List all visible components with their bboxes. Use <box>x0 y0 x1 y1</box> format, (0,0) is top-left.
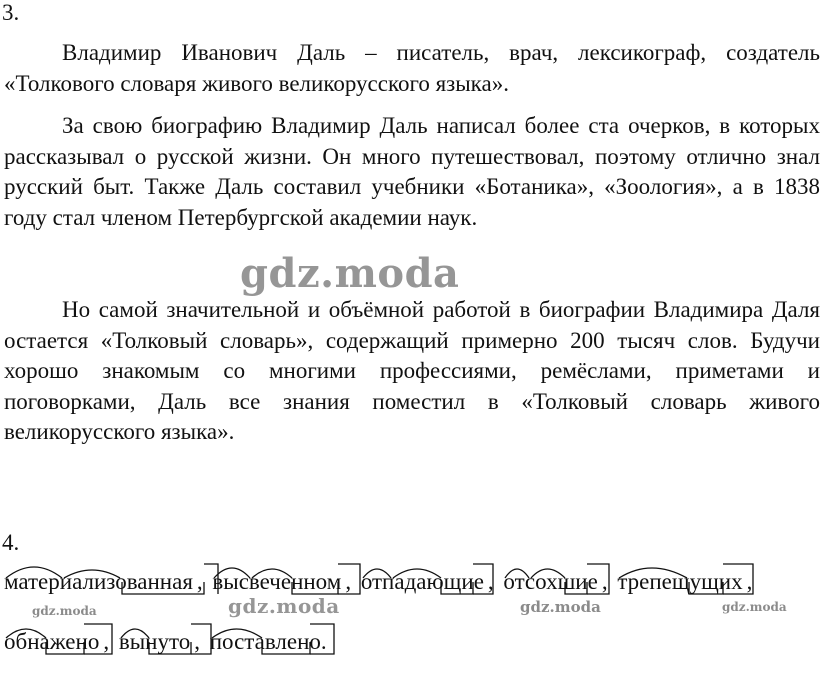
watermark-large: gdz.moda <box>240 250 460 297</box>
separator: , <box>746 569 753 594</box>
paragraph-3: Но самой значительной и объёмной работой в биографии Владимира Даля остается «Толковый словарь», содержащий примерно 200 тысяч слов. Будучи хорошо знакомым со многими профессиями, ремёслами, приметами и поговорками, Даль все знания поместил в «Толковый словарь живого великорусского языка». <box>4 297 820 444</box>
parsed-word: материализованная <box>4 568 193 596</box>
watermark-medium: gdz.moda <box>228 594 340 618</box>
parsed-word: высвеченном <box>212 568 341 596</box>
paragraph-1: Владимир Иванович Даль – писатель, врач, лексикограф, создатель «Толкового словаря живого великорусского языка». <box>4 40 820 96</box>
parsed-word: трепещущих <box>617 568 742 596</box>
task-4-number: 4. <box>2 530 20 555</box>
end-mark: . <box>320 629 327 654</box>
separator: , <box>487 569 494 594</box>
separator: , <box>345 569 352 594</box>
parsed-word: отпадающие <box>361 568 484 596</box>
separator: , <box>601 569 608 594</box>
paragraph-2: За свою биографию Владимир Даль написал более ста очерков, в которых рассказывал о русской жизни. Он много путешествовал, поэтому отлично знал русский быт. Также Даль составил учебники «Ботаника», «Зоология», а в 1838 году стал членом Петербургской академии наук. <box>4 113 820 230</box>
parsed-word: обнажено <box>4 628 99 656</box>
word-parse-line-2 <box>4 628 327 656</box>
word-parse-line-1 <box>4 568 756 596</box>
watermark-small: gdz.moda <box>722 600 787 614</box>
parsed-word: вынуто <box>119 628 190 656</box>
separator: , <box>196 569 203 594</box>
watermark-small: gdz.moda <box>520 598 601 616</box>
watermark-small: gdz.moda <box>32 604 97 618</box>
parsed-word: отсохшие <box>503 568 597 596</box>
task-3-number: 3. <box>2 0 20 25</box>
separator: , <box>103 629 110 654</box>
separator: , <box>194 629 200 654</box>
parsed-word: поставлено <box>210 628 321 656</box>
